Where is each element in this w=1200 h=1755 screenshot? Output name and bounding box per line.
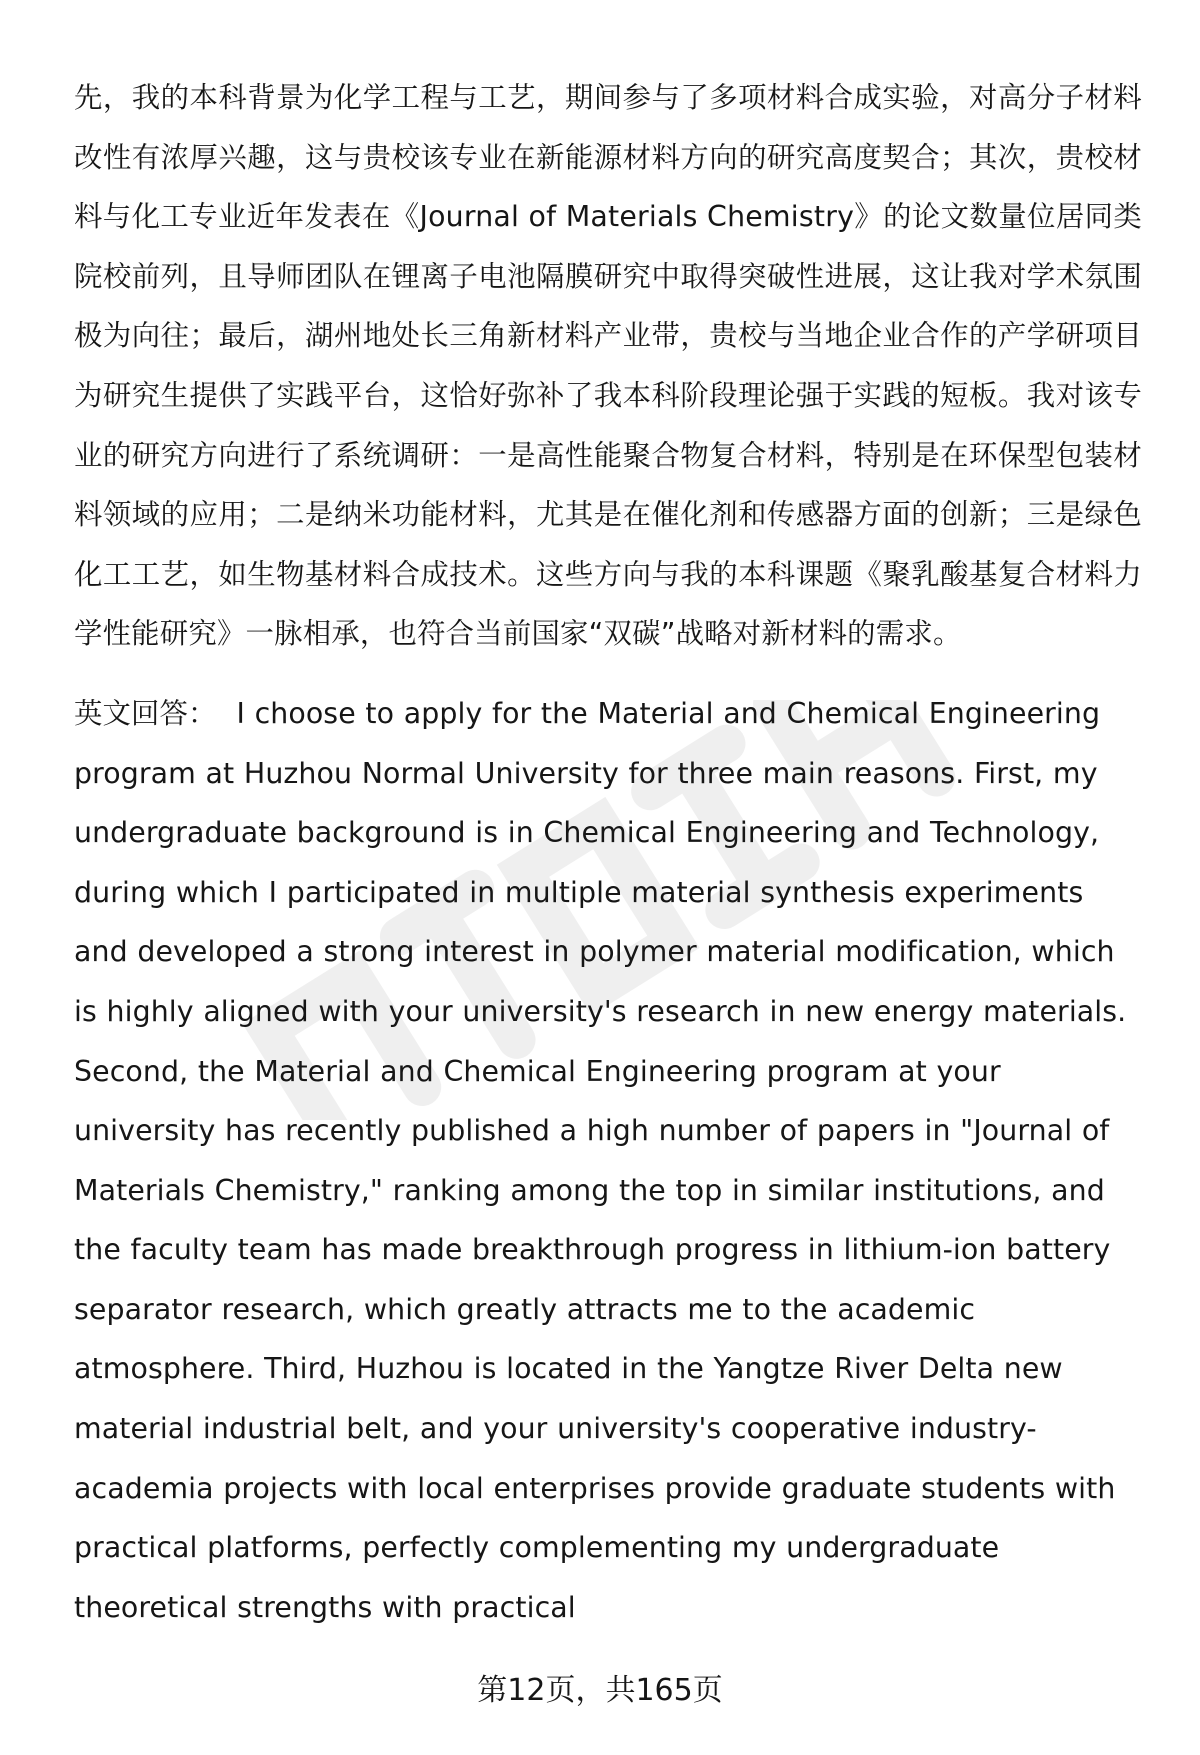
chinese-paragraph: 先，我的本科背景为化学工程与工艺，期间参与了多项材料合成实验，对高分子材料改性有浓厚兴趣，这与贵校该专业在新能源材料方向的研究高度契合；其次，贵校材料与化工专业近年发表在《Journal of Materials Chemistry》的论文数量位居同类院校前列，且导师团队在锂离子电池隔膜研究中取得突破性进展，这让我对学术氛围极为向往；最后，湖州地处长三角新材料产业带，贵校与当地企业合作的产学研项目为研究生提供了实践平台，这恰好弥补了我本科阶段理论强于实践的短板。我对该专业的研究方向进行了系统调研：一是高性能聚合物复合材料，特别是在环保型包装材料领域的应用；二是纳米功能材料，尤其是在催化剂和传感器方面的创新；三是绿色化工工艺，如生物基材料合成技术。这些方向与我的本科课题《聚乳酸基复合材料力学性能研究》一脉相承，也符合当前国家“双碳”战略对新材料的需求。 bbox=[74, 81, 1142, 651]
page-number-footer: 第12页，共165页 bbox=[477, 1673, 723, 1708]
english-answer-label: 英文回答： bbox=[74, 696, 217, 730]
document-body bbox=[74, 68, 1142, 1637]
english-answer-paragraph bbox=[74, 684, 1142, 1638]
english-answer-text: I choose to apply for the Material and Chemical Engineering program at Huzhou Normal University for three main reasons. First, my undergraduate background is in Chemical Engineering and Technology, during which I participated in multiple material synthesis experiments and developed a strong interest in polymer material modification, which is highly aligned with your university's research in new energy materials. Second, the Material and Chemical Engineering program at your university has recently published a high number of papers in "Journal of Materials Chemistry," ranking among the top in similar institutions, and the faculty team has made breakthrough progress in lithium-ion battery separator research, which greatly attracts me to the academic atmosphere. Third, Huzhou is located in the Yangtze River Delta new material industrial belt, and your university's cooperative industry-academia projects with local enterprises provide graduate students with practical platforms, perfectly complementing my undergraduate theoretical strengths with practical bbox=[74, 696, 1127, 1624]
